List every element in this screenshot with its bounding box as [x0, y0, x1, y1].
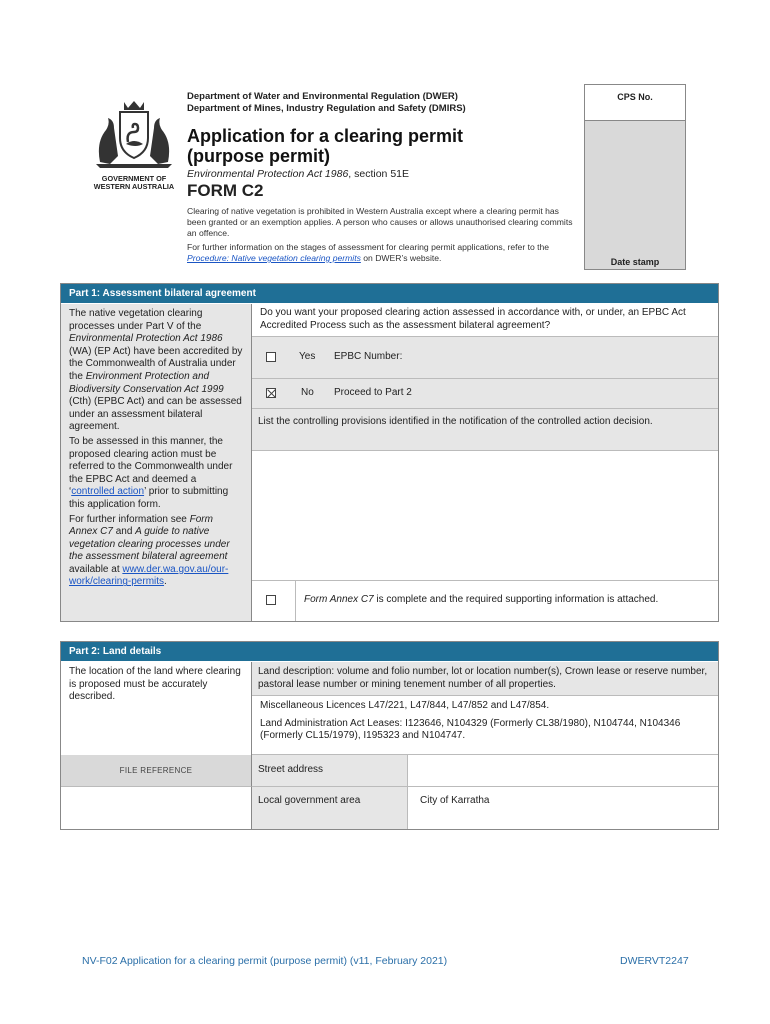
miscellaneous-licences: Miscellaneous Licences L47/221, L47/844, L47/852 and L47/854. — [260, 700, 550, 711]
part1-explanation-p3 — [69, 514, 243, 590]
cps-box — [584, 84, 686, 270]
p3-text-b: and — [112, 526, 136, 538]
yes-checkbox[interactable] — [266, 352, 276, 362]
p2-text-a: To be assessed in this manner, the proposed clearing action must be referred to the Commonwealth under the EPBC Act and deemed a ‘ — [69, 435, 233, 498]
proceed-label: Proceed to Part 2 — [334, 387, 412, 398]
cps-number-label: CPS No. — [585, 85, 685, 121]
option-yes-row — [252, 337, 718, 379]
controlling-provisions-prompt: List the controlling provisions identified in the notification of the controlled action decision. — [252, 409, 718, 451]
part1-section — [60, 283, 719, 622]
lga-row — [252, 787, 718, 829]
intro-text — [187, 206, 577, 267]
file-reference-field[interactable] — [61, 787, 252, 829]
p1-text-c: (Cth) (EPBC Act) and can be assessed under an assessment bilateral agreement. — [69, 396, 242, 433]
street-address-field[interactable] — [407, 755, 718, 786]
annex-c7-label: Form Annex C7 — [304, 594, 374, 605]
intro-p2-text: For further information on the stages of assessment for clearing permit applications, refer to the — [187, 242, 550, 252]
annex-c7-row — [252, 581, 718, 621]
land-administration-leases: Land Administration Act Leases: I123646, N104329 (Formerly CL38/1980), N104744, N104346 (Formerly CL15/1979), I195323 and N104747. — [260, 717, 681, 742]
footer-form-reference: NV-F02 Application for a clearing permit (purpose permit) (v11, February 2021) — [82, 955, 448, 967]
p3-text-a: For further information see — [69, 513, 190, 525]
land-description-prompt: Land description: volume and folio number, lot or location number(s), Crown lease or reserve number, pastoral lease number or mining tenement number of all properties. — [252, 662, 718, 696]
land-description-field[interactable] — [252, 696, 718, 755]
p1-text-a: The native vegetation clearing processes under Part V of the — [69, 308, 203, 332]
part1-explanation — [61, 304, 252, 621]
street-address-label: Street address — [258, 764, 324, 775]
title-line2: (purpose permit) — [187, 146, 331, 166]
title-line1: Application for a clearing permit — [187, 126, 464, 146]
p3-text-c: available at — [69, 563, 123, 575]
no-label: No — [301, 387, 314, 398]
procedure-link[interactable]: Procedure: Native vegetation clearing permits — [187, 253, 361, 263]
lga-label: Local government area — [258, 795, 361, 806]
intro-paragraph-1: Clearing of native vegetation is prohibited in Western Australia except where a clearing permit has been granted or an exemption applies. A person who causes or allows unauthorised clearing commits an offence. — [187, 206, 573, 238]
p3-guide: A guide to native vegetation clearing processes under the assessment bilateral agreement — [69, 526, 230, 563]
wa-government-crest — [86, 98, 182, 191]
p1-ep-act: Environmental Protection Act 1986 — [69, 333, 223, 345]
date-stamp-label: Date stamp — [610, 257, 660, 267]
annex-checkbox-cell — [252, 581, 296, 621]
epbc-number-label: EPBC Number: — [334, 351, 403, 362]
crest-label-line1: GOVERNMENT OF — [101, 174, 167, 183]
crest-icon — [86, 98, 182, 170]
footer-document-code: DWERVT2247 — [620, 955, 689, 967]
epbc-question: Do you want your proposed clearing action assessed in accordance with, or under, an EPBC Act Accredited Process such as the assessment bilateral agreement? — [252, 304, 718, 337]
p3-text-d: . — [164, 576, 167, 588]
controlling-provisions-field[interactable] — [252, 451, 718, 581]
p1-epbc-act: Environment Protection and Biodiversity Conservation Act 1999 — [69, 370, 224, 395]
option-no-row — [252, 379, 718, 409]
part1-explanation-p2 — [69, 436, 243, 512]
department-names — [187, 91, 466, 115]
part2-explanation: The location of the land where clearing is proposed must be accurately described. — [61, 662, 252, 755]
file-reference-label: FILE REFERENCE — [61, 755, 252, 787]
dept-dwer: Department of Water and Environmental Regulation (DWER) — [187, 91, 458, 102]
p2-text-b: ’ prior to submitting this application form. — [69, 486, 229, 510]
lga-field[interactable]: City of Karratha — [407, 787, 718, 829]
intro-p2-tail: on DWER’s website. — [360, 253, 442, 263]
act-reference — [187, 168, 409, 180]
part2-section — [60, 641, 719, 830]
act-name: Environmental Protection Act 1986 — [187, 168, 349, 180]
yes-label: Yes — [299, 351, 316, 362]
no-checkbox[interactable] — [266, 388, 276, 398]
clearing-permits-link[interactable]: www.der.wa.gov.au/our-work/clearing-permits — [69, 563, 229, 588]
page-title — [187, 126, 463, 166]
form-id: FORM C2 — [187, 181, 264, 200]
p1-text-b: (WA) (EP Act) have been accredited by the Commonwealth of Australia under the — [69, 345, 243, 382]
intro-paragraph-2 — [187, 242, 577, 264]
part2-heading: Part 2: Land details — [61, 642, 718, 661]
annex-c7-checkbox[interactable] — [266, 595, 276, 605]
part1-heading: Part 1: Assessment bilateral agreement — [61, 284, 718, 303]
crest-label-line2: WESTERN AUSTRALIA — [93, 182, 175, 191]
annex-c7-statement — [304, 594, 658, 607]
p3-annex: Form Annex C7 — [69, 513, 213, 538]
dept-dmirs: Department of Mines, Industry Regulation and Safety (DMIRS) — [187, 103, 466, 114]
act-section: , section 51E — [348, 168, 409, 180]
controlled-action-link[interactable]: controlled action — [71, 486, 145, 498]
part1-explanation-p1 — [69, 308, 243, 434]
annex-c7-text: is complete and the required supporting information is attached. — [373, 594, 659, 605]
street-address-row — [252, 755, 718, 787]
